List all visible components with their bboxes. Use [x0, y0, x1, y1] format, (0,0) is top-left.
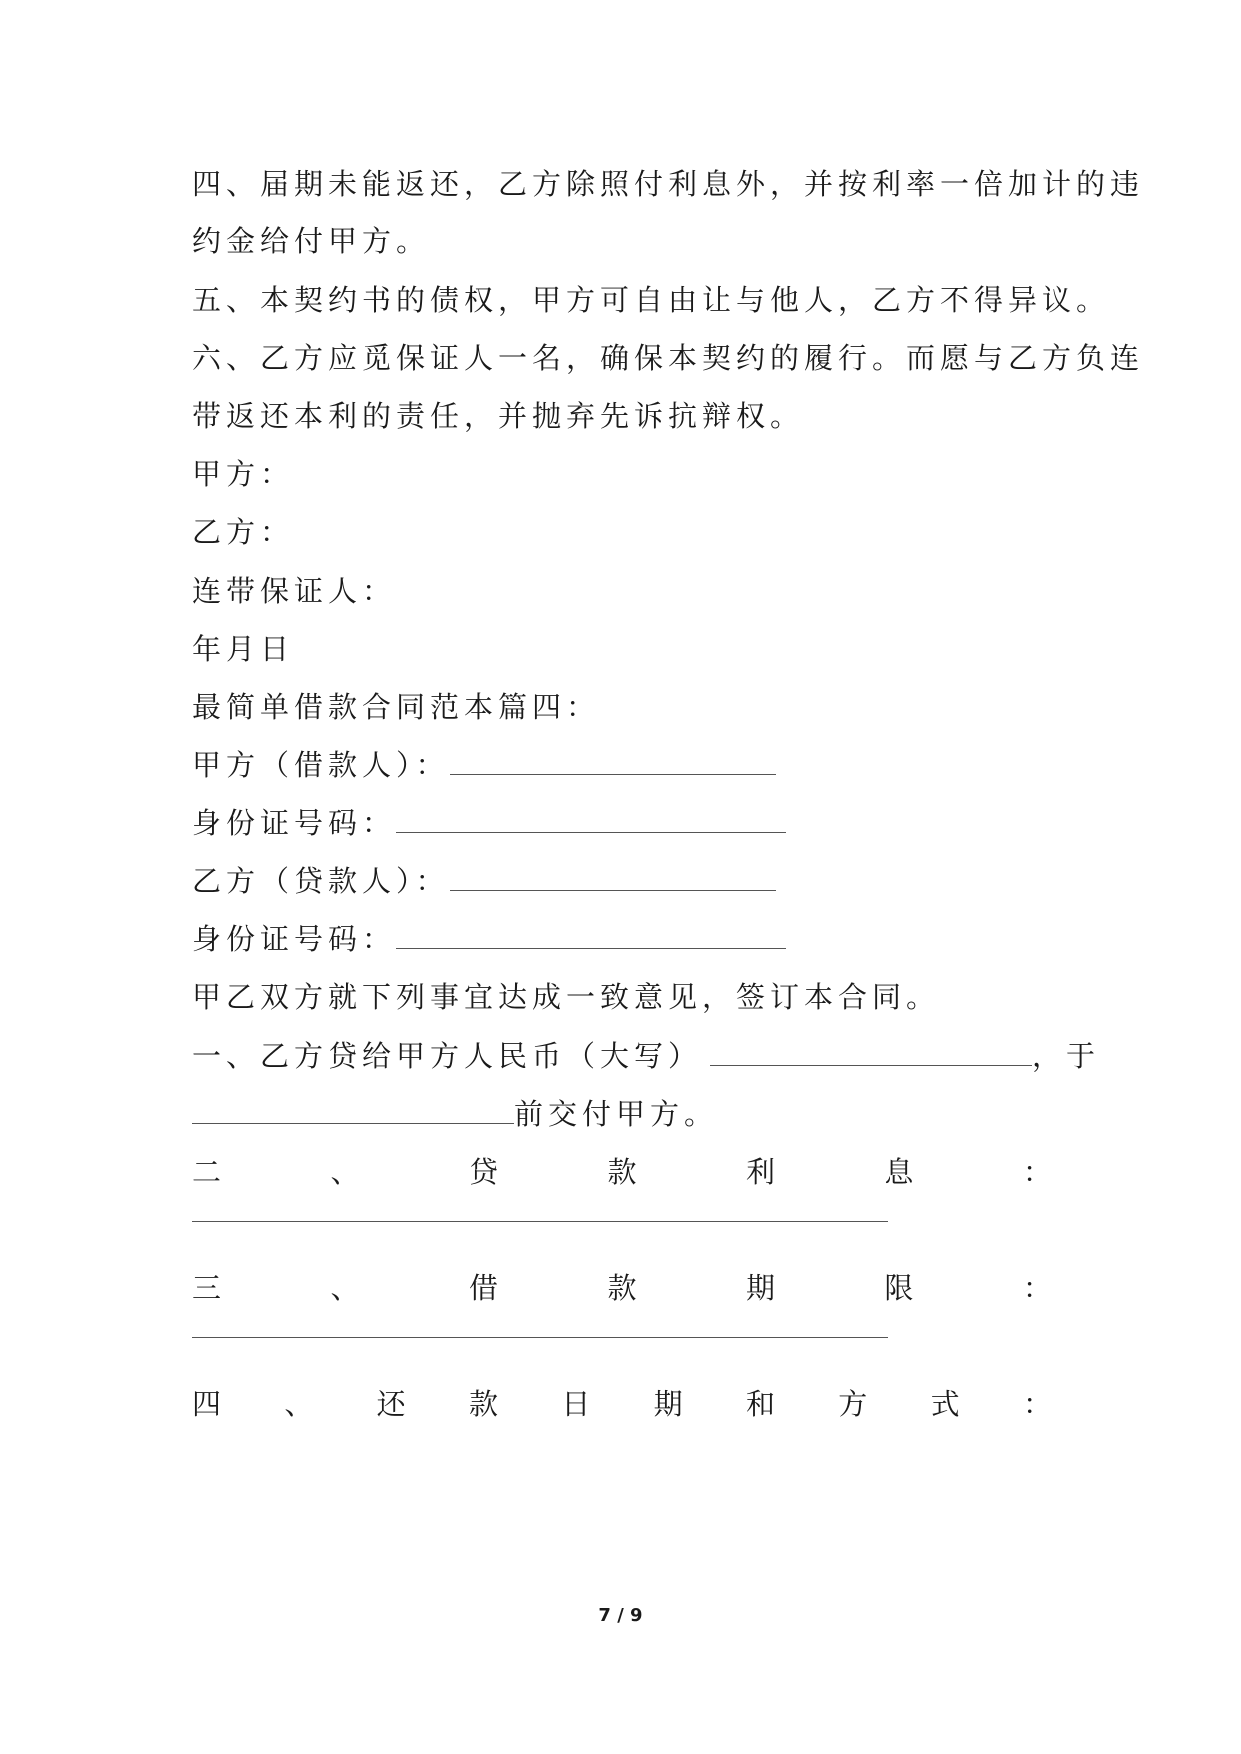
- clause-4-char: 、: [284, 1387, 314, 1421]
- signature-date: 年月日: [192, 632, 295, 666]
- loan-term-blank[interactable]: [192, 1336, 888, 1338]
- clause-3-char: 款: [607, 1271, 637, 1305]
- paragraph-4-line-2: 约金给付甲方。: [192, 224, 431, 258]
- section-title: 最简单借款合同范本篇四：: [192, 690, 601, 724]
- clause-3-char: ：: [1022, 1271, 1052, 1305]
- lender-blank[interactable]: [450, 864, 776, 891]
- clause-3-char: 限: [884, 1271, 914, 1305]
- clause-2-heading: [192, 1152, 1052, 1192]
- borrower-id-field: [192, 803, 786, 843]
- paragraph-6-line-2: 带返还本利的责任，并抛弃先诉抗辩权。: [192, 399, 805, 433]
- agreement-intro: 甲乙双方就下列事宜达成一致意见，签订本合同。: [192, 980, 941, 1014]
- guarantor-signature: 连带保证人：: [192, 574, 397, 608]
- paragraph-5: 五、本契约书的债权，甲方可自由让与他人，乙方不得异议。: [192, 283, 1111, 317]
- clause-2-char: 利: [745, 1155, 775, 1189]
- clause-2-char: 息: [884, 1155, 914, 1189]
- lender-id-field: [192, 919, 786, 959]
- lender-label: 乙方（贷款人）：: [192, 864, 450, 898]
- clause-1-connector: ，于: [1032, 1039, 1101, 1073]
- paragraph-6-line-1: 六、乙方应觅保证人一名，确保本契约的履行。而愿与乙方负连: [192, 341, 1145, 375]
- lender-id-blank[interactable]: [396, 922, 786, 949]
- clause-2-char: 贷: [468, 1155, 498, 1189]
- delivery-date-blank[interactable]: [192, 1097, 514, 1124]
- clause-2-char: ：: [1022, 1155, 1052, 1189]
- party-b-signature: 乙方：: [192, 515, 295, 549]
- borrower-id-label: 身份证号码：: [192, 806, 397, 840]
- party-a-signature: 甲方：: [192, 457, 295, 491]
- page-number: 7 / 9: [598, 1605, 643, 1626]
- lender-id-label: 身份证号码：: [192, 922, 397, 956]
- clause-4-char: 方: [838, 1387, 868, 1421]
- clause-4-char: 四: [192, 1387, 222, 1421]
- clause-4-char: 日: [561, 1387, 591, 1421]
- borrower-id-blank[interactable]: [396, 806, 786, 833]
- clause-1-text: 一、乙方贷给甲方人民币（大写）: [192, 1039, 703, 1073]
- clause-1-ending: 前交付甲方。: [514, 1097, 719, 1131]
- clause-2-char: 、: [330, 1155, 360, 1189]
- borrower-field: [192, 745, 776, 785]
- clause-4-char: 式: [930, 1387, 960, 1421]
- clause-4-heading: [192, 1384, 1052, 1424]
- clause-3-char: 借: [468, 1271, 498, 1305]
- borrower-label: 甲方（借款人）：: [192, 748, 450, 782]
- clause-4-char: 期: [653, 1387, 683, 1421]
- lender-field: [192, 861, 776, 901]
- clause-2-char: 款: [607, 1155, 637, 1189]
- borrower-blank[interactable]: [450, 748, 776, 775]
- clause-4-char: 和: [745, 1387, 775, 1421]
- clause-1-line-1: [192, 1036, 1100, 1076]
- clause-4-char: ：: [1022, 1387, 1052, 1421]
- clause-3-heading: [192, 1268, 1052, 1308]
- clause-4-char: 还: [376, 1387, 406, 1421]
- clause-2-char: 二: [192, 1155, 222, 1189]
- loan-amount-blank[interactable]: [710, 1039, 1032, 1066]
- clause-3-char: 三: [192, 1271, 222, 1305]
- clause-4-char: 款: [468, 1387, 498, 1421]
- interest-blank[interactable]: [192, 1220, 888, 1222]
- clause-3-char: 期: [745, 1271, 775, 1305]
- clause-3-char: 、: [330, 1271, 360, 1305]
- paragraph-4-line-1: 四、届期未能返还，乙方除照付利息外，并按利率一倍加计的违: [192, 167, 1145, 201]
- clause-1-line-2: [192, 1094, 718, 1134]
